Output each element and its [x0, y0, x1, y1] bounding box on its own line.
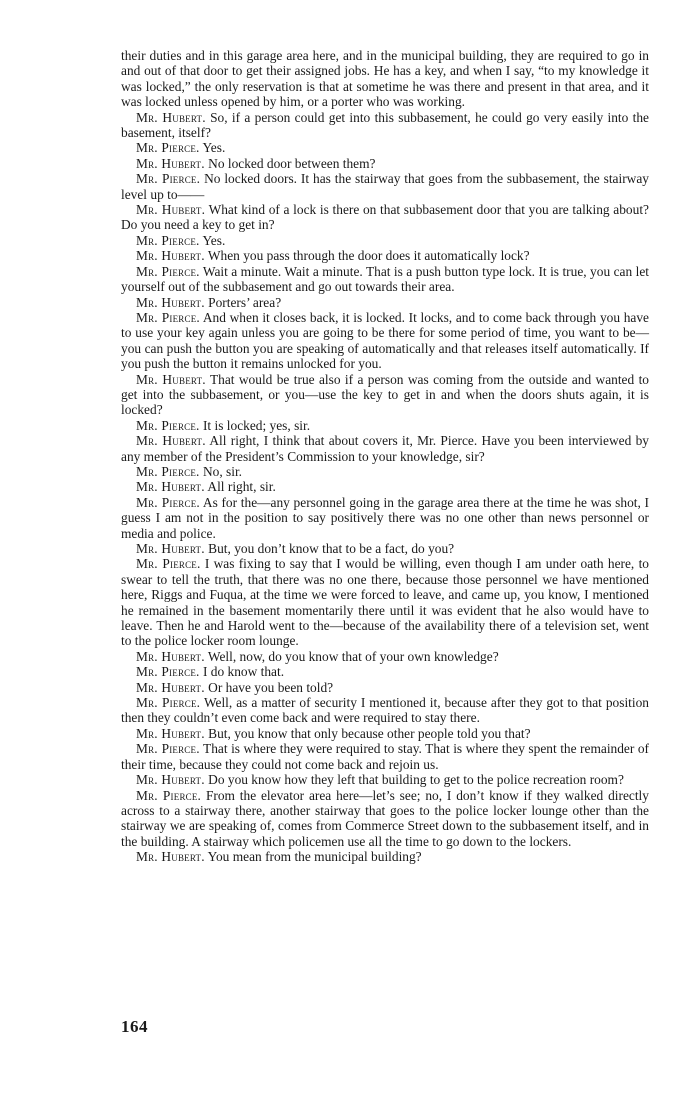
speaker-name: Mr. Pierce. [136, 556, 201, 572]
testimony-paragraph [121, 264, 649, 295]
paragraph-text: When you pass through the door does it automatically lock? [207, 248, 530, 264]
testimony-paragraph [121, 110, 649, 141]
paragraph-text: From the elevator area here—let’s see; no, I don’t know if they walked directly across to a stairway there, another stairway that goes to the police locker lounge other than the stairway we are speaking of, comes from Commerce Street down to the subbasement itself, and in the building. A stairway which policemen use all the time to go down to the lockers. [121, 787, 649, 849]
testimony-paragraph [121, 741, 649, 772]
testimony-paragraph [121, 649, 649, 664]
paragraph-text: Yes. [202, 140, 226, 156]
testimony-paragraph [121, 140, 649, 155]
speaker-name: Mr. Hubert. [136, 725, 205, 741]
testimony-paragraph [121, 433, 649, 464]
paragraph-text: And when it closes back, it is locked. It locks, and to come back through you have to use your key again unless you are going to be there for some period of time, you want to be—you can push the button you are speaking of automatically and that releases itself automatically. If you push the button it remains unlocked for you. [121, 309, 649, 372]
page-number: 164 [121, 1017, 148, 1036]
speaker-name: Mr. Pierce. [136, 140, 200, 156]
paragraph-text: Well, now, do you know that of your own knowledge? [207, 648, 499, 664]
speaker-name: Mr. Hubert. [136, 648, 205, 664]
testimony-paragraph [121, 233, 649, 248]
speaker-name: Mr. Hubert. [136, 202, 206, 218]
paragraph-text: I do know that. [202, 664, 285, 680]
speaker-name: Mr. Hubert. [136, 433, 206, 449]
speaker-name: Mr. Hubert. [136, 772, 205, 788]
speaker-name: Mr. Hubert. [136, 294, 205, 310]
testimony-paragraph [121, 295, 649, 310]
paragraph-text: Or have you been told? [208, 679, 334, 695]
speaker-name: Mr. Pierce. [136, 664, 200, 680]
paragraph-text: I was fixing to say that I would be willing, even though I am under oath here, to swear to tell the truth, that there was no one there, because those personnel we have mentioned here, Riggs and Fuqua, at the time we were forced to leave, and came up, you know, I mentioned he remained in the basement momentarily there until it was evident that he also would have to leave. Then he and Harold went to the—because of the availability there of a television set, went to the police locker room lounge. [121, 556, 649, 649]
testimony-paragraph [121, 726, 649, 741]
paragraph-text: Yes. [202, 232, 226, 248]
paragraph-text: Well, as a matter of security I mentioned it, because after they got to that position then they couldn’t even come back and were required to stay there. [121, 695, 650, 726]
speaker-name: Mr. Pierce. [136, 171, 201, 187]
speaker-name: Mr. Hubert. [136, 109, 206, 125]
speaker-name: Mr. Pierce. [136, 309, 200, 325]
speaker-name: Mr. Pierce. [136, 695, 201, 711]
paragraph-text: All right, I think that about covers it, Mr. Pierce. Have you been interviewed by any member of the President’s Commission to your knowledge, sir? [121, 433, 649, 464]
testimony-paragraph [121, 772, 649, 787]
testimony-paragraph [121, 202, 649, 233]
testimony-paragraph [121, 495, 649, 541]
testimony-paragraph [121, 464, 649, 479]
paragraph-text: That is where they were required to stay. That is where they spent the remainder of their time, because they could not come back and rejoin us. [121, 741, 649, 772]
paragraph-text: But, you don’t know that to be a fact, do you? [208, 541, 455, 556]
paragraph-text: Wait a minute. Wait a minute. That is a push button type lock. It is true, you can let yourself out of the subbasement and go out towards their area. [121, 263, 649, 295]
paragraph-text: As for the—any personnel going in the garage area there at the time he was shot, I guess I am not in the position to say positively there was no one other than news personnel or media and police. [121, 494, 650, 541]
testimony-paragraph [121, 248, 649, 263]
paragraph-text: their duties and in this garage area here, and in the municipal building, they are required to go in and out of that door to get their assigned jobs. He has a key, and when I say, “to my knowledge it was locked,” the only reservation is that at sometime he was there and present in that area, and it was locked unless opened by him, or a porter who was working. [121, 48, 649, 110]
continuation-paragraph [121, 48, 649, 110]
paragraph-text: No locked doors. It has the stairway that goes from the subbasement, the stairway level up to—— [121, 171, 649, 202]
speaker-name: Mr. Hubert. [136, 248, 205, 264]
testimony-paragraph [121, 171, 649, 202]
speaker-name: Mr. Pierce. [136, 741, 200, 757]
speaker-name: Mr. Pierce. [136, 463, 200, 479]
testimony-paragraph [121, 556, 649, 648]
testimony-paragraph [121, 680, 649, 695]
speaker-name: Mr. Hubert. [136, 479, 205, 495]
speaker-name: Mr. Pierce. [136, 494, 200, 510]
testimony-paragraph [121, 156, 649, 171]
testimony-paragraph [121, 788, 649, 850]
speaker-name: Mr. Hubert. [136, 371, 206, 387]
paragraph-text: Do you know how they left that building to get to the police recreation room? [208, 772, 624, 788]
paragraph-text: All right, sir. [207, 479, 276, 495]
speaker-name: Mr. Pierce. [136, 417, 200, 433]
speaker-name: Mr. Pierce. [136, 787, 202, 803]
testimony-paragraph [121, 664, 649, 679]
testimony-paragraph [121, 372, 649, 418]
paragraph-text: No, sir. [202, 463, 243, 479]
paragraph-text: It is locked; yes, sir. [202, 417, 311, 433]
paragraph-text: But, you know that only because other people told you that? [208, 725, 531, 741]
paragraph-text: That would be true also if a person was coming from the outside and wanted to get into the subbasement, or you—use the key to get in and when the doors shuts again, it is locked? [121, 371, 649, 418]
paragraph-text: No locked door between them? [208, 155, 376, 171]
speaker-name: Mr. Hubert. [136, 849, 205, 865]
paragraph-text: You mean from the municipal building? [207, 849, 422, 865]
paragraph-text: So, if a person could get into this subbasement, he could go very easily into the basement, itself? [121, 109, 649, 141]
speaker-name: Mr. Hubert. [136, 155, 205, 171]
testimony-paragraph [121, 479, 649, 494]
testimony-paragraph [121, 310, 649, 372]
speaker-name: Mr. Pierce. [136, 232, 200, 248]
speaker-name: Mr. Hubert. [136, 679, 205, 695]
testimony-paragraph [121, 418, 649, 433]
paragraph-text: Porters’ area? [208, 294, 282, 310]
speaker-name: Mr. Hubert. [136, 541, 205, 556]
testimony-paragraph [121, 541, 649, 556]
paragraph-text: What kind of a lock is there on that subbasement door that you are talking about? Do you need a key to get in? [121, 202, 649, 233]
testimony-paragraph [121, 695, 649, 726]
testimony-page [121, 48, 649, 865]
speaker-name: Mr. Pierce. [136, 263, 200, 279]
testimony-paragraph [121, 849, 649, 864]
